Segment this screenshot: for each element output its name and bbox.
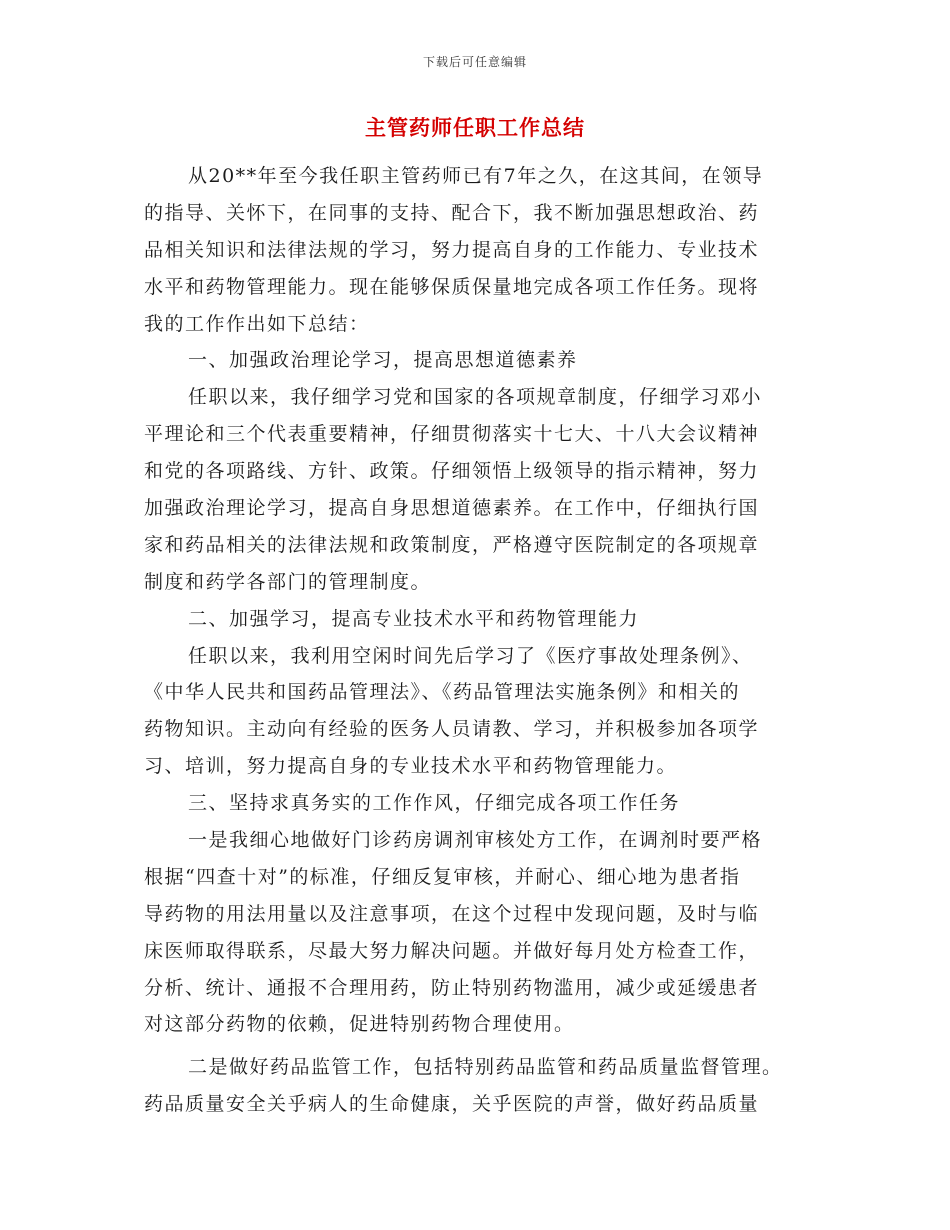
body-line: 制度和药学各部门的管理制度。 [144, 570, 432, 593]
body-line: 品相关知识和法律法规的学习，努力提高自身的工作能力、专业技术 [144, 238, 760, 261]
body-line: 任职以来，我仔细学习党和国家的各项规章制度，仔细学习邓小 [188, 386, 763, 409]
body-line: 从20**年至今我任职主管药师已有7年之久，在这其间，在领导 [188, 165, 764, 187]
body-line: 床医师取得联系，尽最大努力解决问题。并做好每月处方检查工作， [144, 939, 760, 962]
body-line: 任职以来，我利用空闲时间先后学习了《医疗事故处理条例》、 [188, 644, 753, 667]
body-line: 二、加强学习，提高专业技术水平和药物管理能力 [188, 607, 640, 630]
body-line: 和党的各项路线、方针、政策。仔细领悟上级领导的指示精神，努力 [144, 460, 760, 483]
header-note: 下载后可任意编辑 [422, 55, 527, 69]
body-line: 水平和药物管理能力。现在能够保质保量地完成各项工作任务。现将 [144, 275, 760, 298]
body-line: 家和药品相关的法律法规和政策制度，严格遵守医院制定的各项规章 [144, 533, 760, 556]
body-line: 加强政治理论学习，提高自身思想道德素养。在工作中，仔细执行国 [144, 497, 760, 520]
body-line: 我的工作作出如下总结： [144, 312, 370, 335]
body-line: 根据“四查十对”的标准，仔细反复审核，并耐心、细心地为患者指 [144, 865, 741, 888]
document-body [144, 158, 824, 1123]
body-line: 导药物的用法用量以及注意事项，在这个过程中发现问题，及时与临 [144, 902, 760, 925]
body-line: 《中华人民共和国药品管理法》、《药品管理法实施条例》和相关的 [144, 681, 741, 704]
body-line: 分析、统计、通报不合理用药，防止特别药物滥用，减少或延缓患者 [144, 976, 760, 999]
body-line: 药品质量安全关乎病人的生命健康，关乎医院的声誉，做好药品质量 [144, 1093, 760, 1116]
body-line: 习、培训，努力提高自身的专业技术水平和药物管理能力。 [144, 755, 678, 778]
body-line: 药物知识。主动向有经验的医务人员请教、学习，并积极参加各项学 [144, 718, 760, 741]
body-line: 一、加强政治理论学习，提高思想道德素养 [188, 349, 578, 372]
body-line: 二是做好药品监管工作，包括特别药品监管和药品质量监督管理。 [188, 1056, 783, 1079]
document-title: 主管药师任职工作总结 [365, 116, 585, 140]
body-line: 的指导、关怀下，在同事的支持、配合下，我不断加强思想政治、药 [144, 201, 760, 224]
body-line: 一是我细心地做好门诊药房调剂审核处方工作，在调剂时要严格 [188, 829, 763, 852]
body-line: 三、坚持求真务实的工作作风，仔细完成各项工作任务 [188, 792, 681, 815]
body-line: 平理论和三个代表重要精神，仔细贯彻落实十七大、十八大会议精神 [144, 423, 760, 446]
body-line: 对这部分药物的依赖，促进特别药物合理使用。 [144, 1013, 575, 1036]
